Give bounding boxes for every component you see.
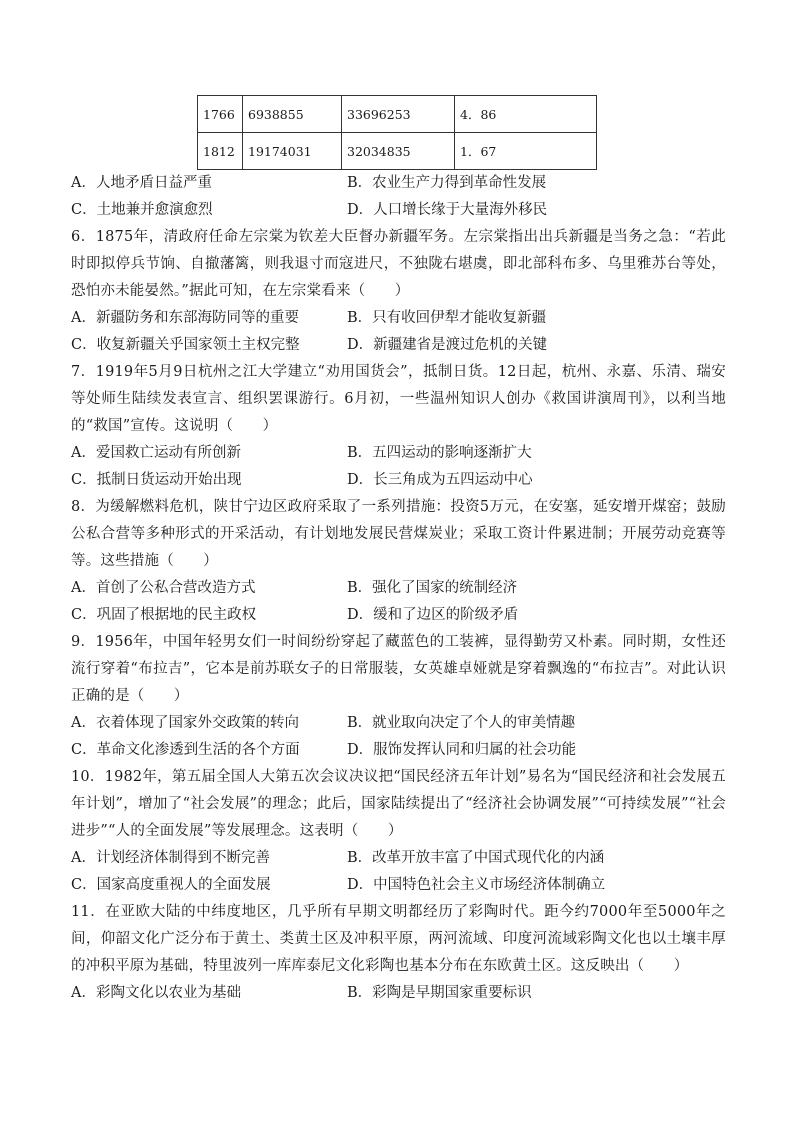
question-stem: 9．1956年，中国年轻男女们一时间纷纷穿起了藏蓝色的工装裤，显得勤劳又朴素。同时期，女性还流行穿着“布拉吉”，它本是前苏联女子的日常服装，女英雄卓娅就是穿着飘逸的“布拉吉”。对此认识正确的是（ ） xyxy=(71,634,726,704)
option-d[interactable]: D．长三角成为五四运动中心 xyxy=(347,472,533,488)
question-list xyxy=(71,170,726,1007)
table-cell: 19174031 xyxy=(243,133,342,170)
option-c[interactable]: C．革命文化渗透到生活的各个方面 xyxy=(71,742,300,758)
option-row xyxy=(71,737,726,764)
option-b[interactable]: B．强化了国家的统制经济 xyxy=(347,580,518,596)
option-row xyxy=(71,872,726,899)
option-a[interactable]: A．新疆防务和东部海防同等的重要 xyxy=(71,310,299,326)
table-row xyxy=(198,133,597,170)
option-a[interactable]: A．首创了公私合营改造方式 xyxy=(71,580,256,596)
option-c[interactable]: C．国家高度重视人的全面发展 xyxy=(71,877,271,893)
options-block xyxy=(71,980,726,1007)
option-d[interactable]: D．人口增长缘于大量海外移民 xyxy=(347,202,548,218)
question-stem: 6．1875年，清政府任命左宗棠为钦差大臣督办新疆军务。左宗棠指出出兵新疆是当务之急：“若此时即拟停兵节饷、自撤藩篱，则我退寸而寇进尺，不独陇右堪虞，即北部科布多、乌里雅苏台等处，恐怕亦未能晏然。”据此可知，在左宗棠看来（ ） xyxy=(71,229,726,299)
options-block xyxy=(71,305,726,359)
question-stem: 11．在亚欧大陆的中纬度地区，几乎所有早期文明都经历了彩陶时代。距今约7000年至5000年之间，仰韶文化广泛分布于黄土、类黄土区及冲积平原，两河流域、印度河流域彩陶文化也以土壤丰厚的冲积平原为基础，特里波列一库库泰尼文化彩陶也基本分布在东欧黄土区。这反映出（ ） xyxy=(71,904,726,974)
option-b[interactable]: B．只有收回伊犁才能收复新疆 xyxy=(347,310,547,326)
table-cell: 4．86 xyxy=(455,96,597,133)
question-5 xyxy=(71,170,726,224)
option-row xyxy=(71,575,726,602)
option-d[interactable]: D．中国特色社会主义市场经济体制确立 xyxy=(347,877,606,893)
option-row xyxy=(71,602,726,629)
option-a[interactable]: A．计划经济体制得到不断完善 xyxy=(71,850,270,866)
option-b[interactable]: B．彩陶是早期国家重要标识 xyxy=(347,985,532,1001)
table-row xyxy=(198,96,597,133)
question-9 xyxy=(71,629,726,764)
option-a[interactable]: A．衣着体现了国家外交政策的转向 xyxy=(71,715,299,731)
question-stem: 8．为缓解燃料危机，陕甘宁边区政府采取了一系列措施：投资5万元，在安塞，延安增开煤窑；鼓励公私合营等多种形式的开采活动，有计划地发展民营煤炭业；采取工资计件累进制；开展劳动竞赛等等。这些措施（ ） xyxy=(71,499,726,569)
table-cell: 1812 xyxy=(198,133,243,170)
option-row xyxy=(71,467,726,494)
option-c[interactable]: C．土地兼并愈演愈烈 xyxy=(71,202,213,218)
option-a[interactable]: A．彩陶文化以农业为基础 xyxy=(71,985,241,1001)
table-cell: 6938855 xyxy=(243,96,342,133)
option-d[interactable]: D．新疆建省是渡过危机的关键 xyxy=(347,337,548,353)
question-stem: 7．1919年5月9日杭州之江大学建立“劝用国货会”，抵制日货。12日起，杭州、永嘉、乐清、瑞安等处师生陆续发表宣言、组织罢课游行。6月初，一些温州知识人创办《救国讲演周刊》，以利当地的“救国”宣传。这说明（ ） xyxy=(71,364,726,434)
table-cell: 1766 xyxy=(198,96,243,133)
option-b[interactable]: B．农业生产力得到革命性发展 xyxy=(347,175,547,191)
option-c[interactable]: C．巩固了根据地的民主政权 xyxy=(71,607,257,623)
option-a[interactable]: A．人地矛盾日益严重 xyxy=(71,175,212,191)
option-row xyxy=(71,197,726,224)
option-a[interactable]: A．爱国救亡运动有所创新 xyxy=(71,445,241,461)
options-block xyxy=(71,440,726,494)
question-7 xyxy=(71,359,726,494)
table-cell: 1．67 xyxy=(455,133,597,170)
option-row xyxy=(71,332,726,359)
options-block xyxy=(71,845,726,899)
question-11 xyxy=(71,899,726,1007)
table-cell: 33696253 xyxy=(342,96,455,133)
options-block xyxy=(71,575,726,629)
option-row xyxy=(71,980,726,1007)
option-b[interactable]: B．改革开放丰富了中国式现代化的内涵 xyxy=(347,850,605,866)
option-row xyxy=(71,170,726,197)
option-b[interactable]: B．就业取向决定了个人的审美情趣 xyxy=(347,715,576,731)
question-8 xyxy=(71,494,726,629)
option-row xyxy=(71,710,726,737)
option-c[interactable]: C．抵制日货运动开始出现 xyxy=(71,472,242,488)
options-block xyxy=(71,170,726,224)
option-row xyxy=(71,845,726,872)
options-block xyxy=(71,710,726,764)
table-cell: 32034835 xyxy=(342,133,455,170)
option-row xyxy=(71,440,726,467)
option-c[interactable]: C．收复新疆关乎国家领土主权完整 xyxy=(71,337,300,353)
population-table xyxy=(197,95,597,170)
option-d[interactable]: D．缓和了边区的阶级矛盾 xyxy=(347,607,519,623)
option-b[interactable]: B．五四运动的影响逐渐扩大 xyxy=(347,445,532,461)
question-stem: 10．1982年，第五届全国人大第五次会议决议把“国民经济五年计划”易名为“国民经济和社会发展五年计划”，增加了“社会发展”的理念；此后，国家陆续提出了“经济社会协调发展”“可持续发展”“社会进步”“人的全面发展”等发展理念。这表明（ ） xyxy=(71,769,726,839)
question-10 xyxy=(71,764,726,899)
option-row xyxy=(71,305,726,332)
option-d[interactable]: D．服饰发挥认同和归属的社会功能 xyxy=(347,742,577,758)
question-6 xyxy=(71,224,726,359)
